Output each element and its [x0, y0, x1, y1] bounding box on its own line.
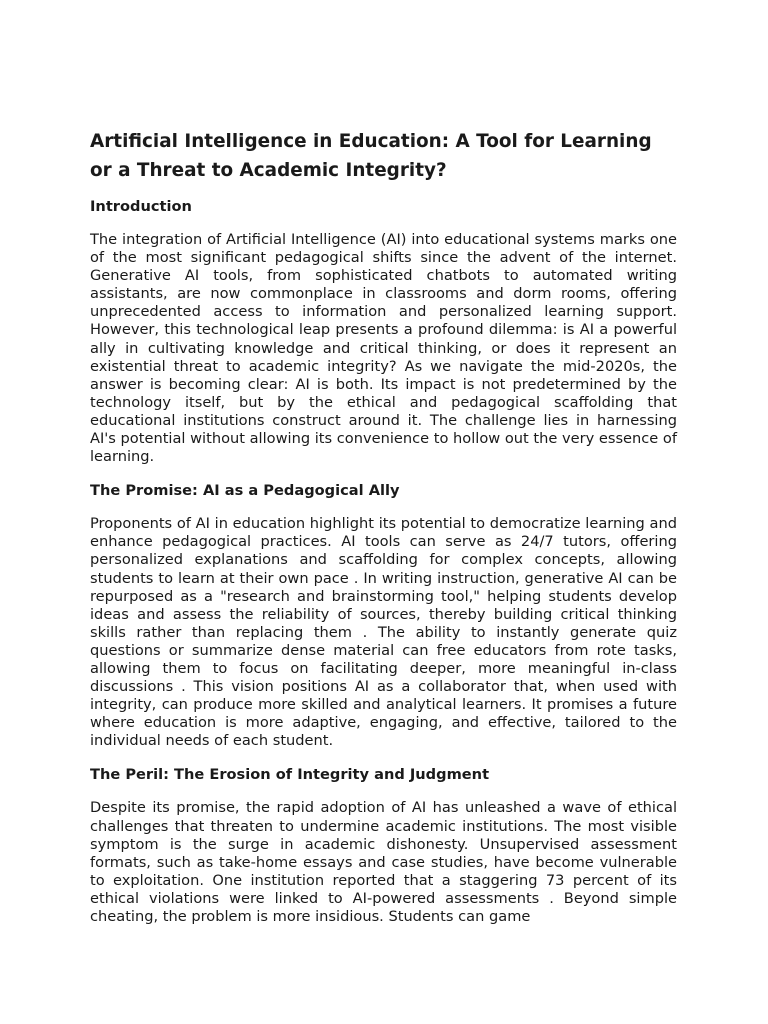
document-title: Artificial Intelligence in Education: A Tool for Learning or a Threat to Academic Integrity?: [90, 131, 652, 181]
section-body-peril: Despite its promise, the rapid adoption of AI has unleashed a wave of ethical challenges that threaten to undermine academic institutions. The most visible symptom is the surge in academic dishonesty. Unsupervised assessment formats, such as take-home essays and case studies, have become vulnerable to exploitation. One institution reported that a staggering 73 percent of its ethical violations were linked to AI-powered assessments . Beyond simple cheating, the problem is more insidious. Students can game: [90, 799, 677, 925]
section-heading-introduction: Introduction: [90, 198, 192, 215]
section-heading-peril: The Peril: The Erosion of Integrity and Judgment: [90, 766, 490, 784]
section-body-promise: Proponents of AI in education highlight its potential to democratize learning and enhance pedagogical practices. AI tools can serve as 24/7 tutors, offering personalized explanations and scaffolding for complex concepts, allowing students to learn at their own pace . In writing instruction, generative AI can be repurposed as a "research and brainstorming tool," helping students develop ideas and assess the reliability of sources, thereby building critical thinking skills rather than replacing them . The ability to instantly generate quiz questions or summarize dense material can free educators from rote tasks, allowing them to focus on facilitating deeper, more meaningful in-class discussions . This vision positions AI as a collaborator that, when used with integrity, can produce more skilled and analytical learners. It promises a future where education is more adaptive, engaging, and effective, tailored to the individual needs of each student.: [90, 515, 677, 750]
section-heading-promise: The Promise: AI as a Pedagogical Ally: [90, 482, 400, 500]
document-page: [90, 127, 677, 942]
section-body-introduction: The integration of Artificial Intelligence (AI) into educational systems marks one of the most significant pedagogical shifts since the advent of the internet. Generative AI tools, from sophisticated chatbots to automated writing assistants, are now commonplace in classrooms and dorm rooms, offering unprecedented access to information and personalized learning support. However, this technological leap presents a profound dilemma: is AI a powerful ally in cultivating knowledge and critical thinking, or does it represent an existential threat to academic integrity? As we navigate the mid-2020s, the answer is becoming clear: AI is both. Its impact is not predetermined by the technology itself, but by the ethical and pedagogical scaffolding that educational institutions construct around it. The challenge lies in harnessing AI's potential without allowing its convenience to hollow out the very essence of learning.: [90, 231, 677, 466]
